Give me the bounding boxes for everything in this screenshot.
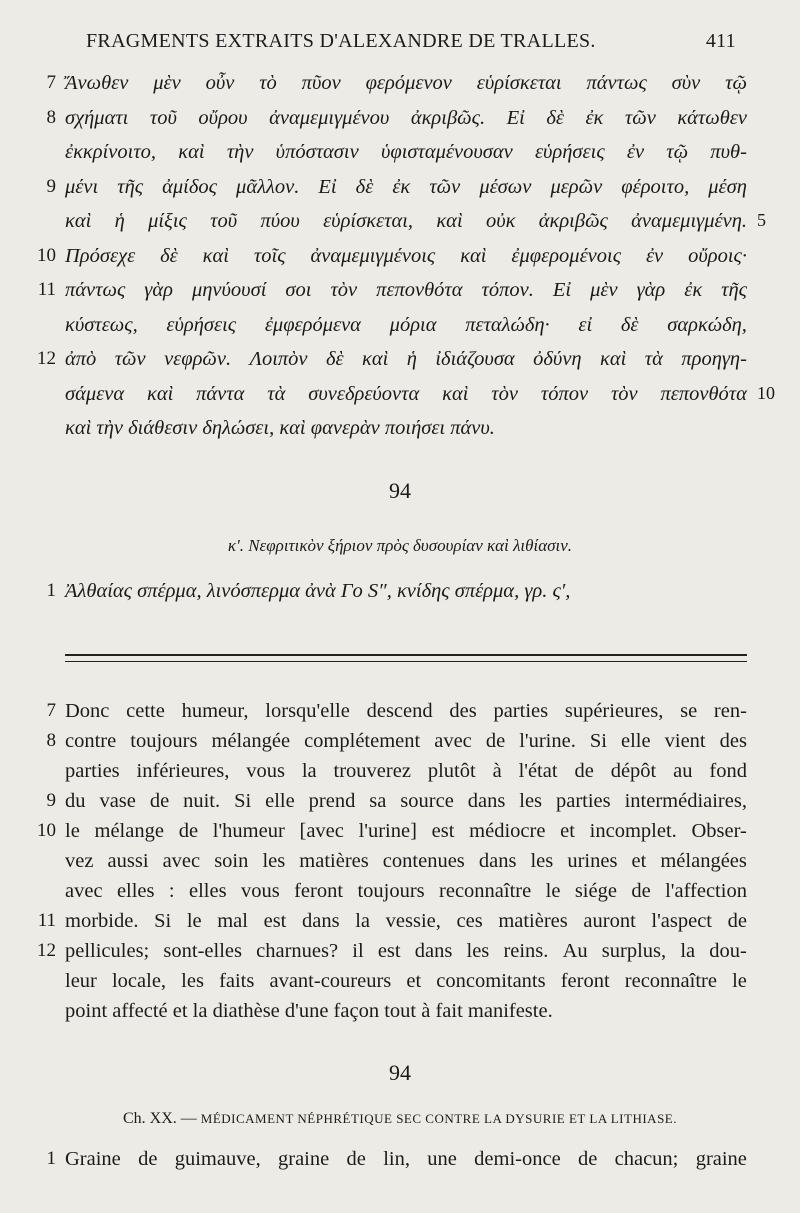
line-number: 8	[46, 106, 56, 128]
line-text: ἐκκρίνοιτο, καὶ τὴν ὑπόστασιν ὑφισταμένουσαν εὑρήσεις ἐν τῷ πυθ-	[65, 141, 747, 163]
line-number: 1	[46, 580, 56, 601]
text-line	[65, 1000, 747, 1032]
line-text: Πρόσεχε δὲ καὶ τοῖς ἀναμεμιγμένοις καὶ ἐμφερομένοις ἐν οὔροις·	[65, 244, 747, 267]
text-line	[65, 210, 766, 242]
text-line	[65, 850, 747, 882]
line-text: vez aussi avec soin les matières contenues dans les urines et mélangées	[65, 850, 747, 872]
line-text: μένι τῆς ἀμίδος μᾶλλον. Εἰ δὲ ἐκ τῶν μέσων μερῶν φέροιτο, μέση	[65, 175, 747, 198]
line-text: leur locale, les faits avant-coureurs et concomitants feront reconnaître le	[65, 970, 747, 992]
french-chapter-line	[46, 1148, 747, 1180]
line-text: Graine de guimauve, graine de lin, une demi-once de chacun; graine	[65, 1148, 747, 1170]
line-text: Donc cette humeur, lorsqu'elle descend des parties supérieures, se ren-	[65, 700, 747, 722]
line-number: 12	[37, 940, 56, 961]
line-text: pellicules; sont-elles charnues? il est dans les reins. Au surplus, la dou-	[65, 940, 747, 962]
text-line	[65, 141, 747, 173]
text-line	[65, 970, 747, 1002]
line-number: 7	[46, 700, 56, 721]
line-text: καὶ ἡ μίξις τοῦ πύου εὑρίσκεται, καὶ οὐκ ἀκριβῶς ἀναμεμιγμένη.	[65, 210, 747, 232]
line-number: 8	[46, 730, 56, 751]
line-number: 9	[46, 790, 56, 811]
running-header	[86, 30, 736, 60]
text-line	[37, 244, 747, 277]
text-line	[37, 279, 747, 311]
section-divider	[65, 654, 747, 662]
line-number: 10	[37, 820, 56, 841]
text-line	[65, 382, 775, 415]
greek-chapter-title: κ'. Νεφριτικὸν ξήριον πρὸς δυσουρίαν καὶ λιθίασιν.	[227, 536, 573, 555]
line-text: Ἀλθαίας σπέρμα, λινόσπερμα ἀνὰ Γο S″, κνίδης σπέρμα, γρ. ς′,	[65, 580, 571, 602]
line-text: avec elles : elles vous feront toujours reconnaître le siége de l'affection	[65, 880, 747, 902]
text-line	[37, 910, 747, 942]
line-text: contre toujours mélangée complétement avec de l'urine. Si elle vient des	[65, 730, 747, 752]
french-chapter-number: 94	[389, 1060, 411, 1085]
greek-chapter-number: 94	[389, 478, 411, 503]
text-line	[46, 175, 747, 208]
text-line	[65, 880, 747, 912]
text-line	[46, 700, 747, 732]
text-line	[65, 314, 747, 346]
line-number: 1	[46, 1148, 56, 1169]
text-line	[46, 72, 747, 104]
margin-line-number: 5	[757, 210, 766, 230]
text-line	[46, 730, 747, 762]
text-line	[65, 417, 747, 449]
line-number: 11	[37, 279, 56, 300]
line-text: σάμενα καὶ πάντα τὰ συνεδρεύοντα καὶ τὸν τόπον τὸν πεπονθότα	[65, 382, 747, 405]
line-text: πάντως γὰρ μηνύουσί σοι τὸν πεπονθότα τόπον. Εἰ μὲν γὰρ ἐκ τῆς	[65, 279, 747, 301]
text-line	[46, 790, 747, 822]
line-text: Ἄνωθεν μὲν οὖν τὸ πῦον φερόμενον εὑρίσκεται πάντως σὺν τῷ	[65, 72, 747, 94]
text-line	[65, 760, 747, 792]
line-number: 10	[37, 244, 56, 266]
chapter-label: Ch. XX. —	[123, 1110, 201, 1127]
line-text: σχήματι τοῦ οὔρου ἀναμεμιγμένου ἀκριβῶς. Εἰ δὲ ἐκ τῶν κάτωθεν	[65, 106, 747, 129]
margin-line-number: 10	[757, 382, 775, 403]
text-line	[37, 820, 747, 852]
line-text: morbide. Si le mal est dans la vessie, ces matières auront l'aspect de	[65, 910, 747, 932]
line-number: 9	[46, 175, 56, 197]
text-line	[46, 106, 747, 139]
page-number: 411	[705, 30, 736, 52]
line-text: parties inférieures, vous la trouverez plutôt à l'état de dépôt au fond	[65, 760, 747, 782]
line-number: 11	[37, 910, 56, 931]
line-number: 12	[37, 348, 56, 369]
line-text: le mélange de l'humeur [avec l'urine] est médiocre et incomplet. Obser-	[65, 820, 747, 842]
french-chapter-title	[0, 1110, 800, 1128]
line-text: κύστεως, εὑρήσεις ἐμφερόμενα μόρια πεταλώδη· εἰ δὲ σαρκώδη,	[65, 313, 747, 336]
text-line	[37, 940, 747, 972]
greek-chapter-line	[46, 580, 747, 612]
text-line	[37, 348, 747, 380]
line-text: ἀπὸ τῶν νεφρῶν. Λοιπὸν δὲ καὶ ἡ ἰδιάζουσα ὀδύνη καὶ τὰ προηγη-	[65, 348, 747, 370]
line-number: 7	[46, 72, 56, 93]
running-title: FRAGMENTS EXTRAITS D'ALEXANDRE DE TRALLES.	[86, 30, 596, 52]
line-text: du vase de nuit. Si elle prend sa source dans les parties intermédiaires,	[65, 790, 747, 812]
line-text: καὶ τὴν διάθεσιν δηλώσει, καὶ φανερὰν ποιήσει πάνυ.	[65, 417, 495, 439]
chapter-heading: MÉDICAMENT NÉPHRÉTIQUE SEC CONTRE LA DYSURIE ET LA LITHIASE.	[200, 1111, 677, 1126]
line-text: point affecté et la diathèse d'une façon tout à fait manifeste.	[65, 1000, 553, 1022]
